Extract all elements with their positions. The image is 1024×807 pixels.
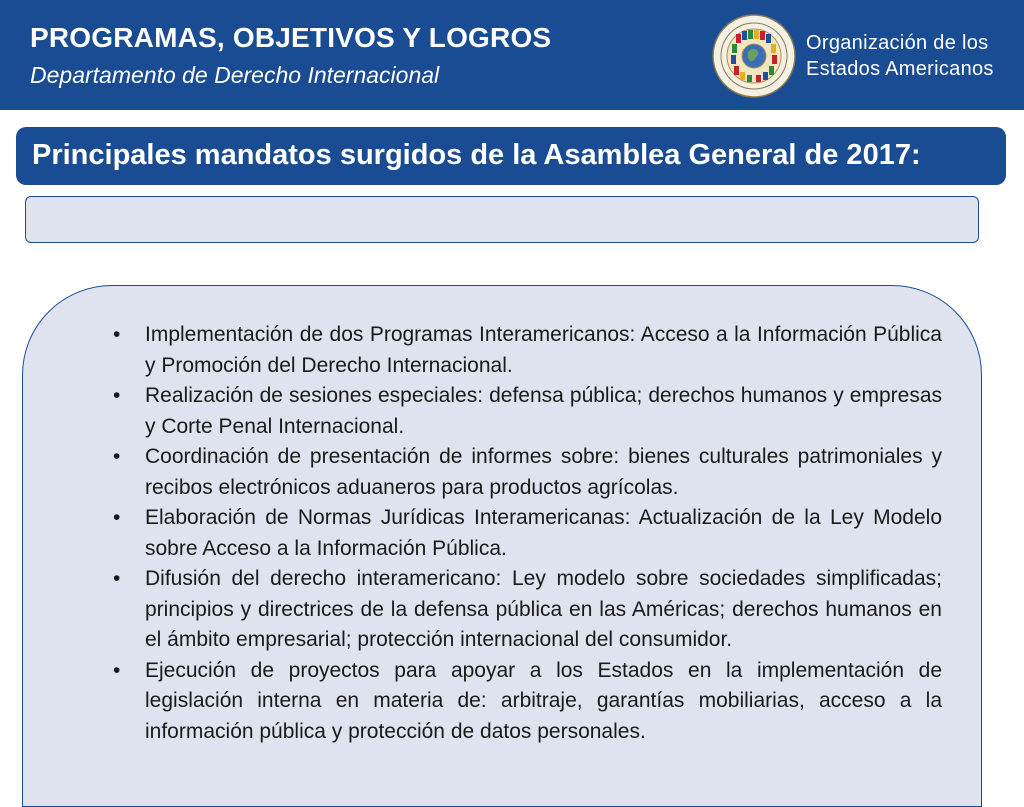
page-subtitle: Departamento de Derecho Internacional [30,62,440,88]
section-heading-bar [16,127,1006,185]
list-item-text: Difusión del derecho interamericano: Ley modelo sobre sociedades simplificadas; principios y directrices de la defensa pública en las Américas; derechos humanos en el ámbito empresarial; protección internacional del consumidor. [145,567,942,651]
org-name-line2: Estados Americanos [806,58,994,80]
mandates-list [113,320,942,747]
page-title: PROGRAMAS, OBJETIVOS Y LOGROS [30,22,552,53]
list-item [113,320,942,381]
bullet-icon: • [113,445,121,468]
oas-seal-icon [712,14,796,98]
list-item-text: Elaboración de Normas Jurídicas Interamericanas: Actualización de la Ley Modelo sobre Acceso a la Información Pública. [145,506,942,560]
empty-subheading-box [25,196,979,243]
bullet-icon: • [113,567,121,590]
bullet-icon: • [113,384,121,407]
list-item-text: Ejecución de proyectos para apoyar a los Estados en la implementación de legislación interna en materia de: arbitraje, garantías mobiliarias, acceso a la información pública y protección de datos personales. [145,658,942,743]
list-item [113,442,942,503]
list-item-text: Realización de sesiones especiales: defensa pública; derechos humanos y empresas y Corte Penal Internacional. [145,384,942,438]
bullet-icon: • [113,658,121,682]
section-title: Principales mandatos surgidos de la Asamblea General de 2017: [32,139,921,171]
list-item-text: Coordinación de presentación de informes sobre: bienes culturales patrimoniales y recibos electrónicos aduaneros para productos agrícolas. [145,445,942,499]
header-banner [0,0,1024,110]
list-item [113,656,942,748]
org-name-line1: Organización de los [806,32,989,54]
bullet-icon: • [113,506,121,529]
organization-name [806,30,994,82]
list-item [113,381,942,442]
list-item-text: Implementación de dos Programas Interamericanos: Acceso a la Información Pública y Promoción del Derecho Internacional. [145,323,942,377]
list-item [113,503,942,564]
bullet-icon: • [113,323,121,346]
list-item [113,564,942,656]
